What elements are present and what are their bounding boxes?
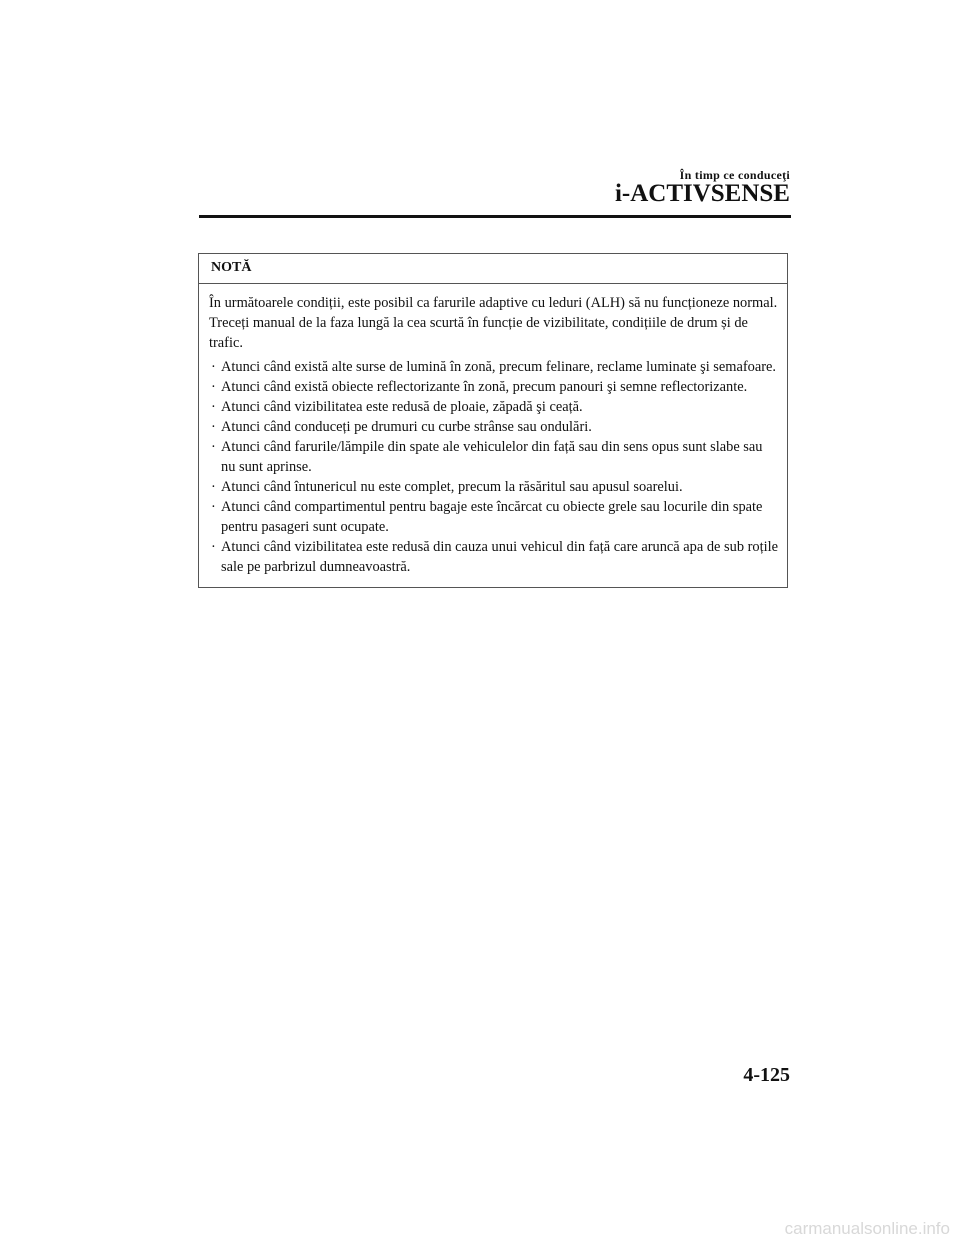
note-box [198, 253, 788, 588]
bullet-icon: · [211, 419, 216, 435]
list-item-text: Atunci când există alte surse de lumină în zonă, precum felinare, reclame luminate şi semafoare. [221, 359, 777, 375]
header-rule [199, 215, 791, 218]
note-list [209, 357, 779, 577]
section-title: i-ACTIVSENSE [614, 180, 790, 207]
list-item-text: Atunci când există obiecte reflectorizante în zonă, precum panouri şi semne reflectorizante. [221, 379, 748, 395]
list-item-text: Atunci când vizibilitatea este redusă din cauza unui vehicul din față care aruncă apa de sub roțile sale pe parbrizul dumneavoastră. [221, 539, 778, 575]
list-item [209, 537, 779, 577]
list-item [209, 357, 779, 377]
bullet-icon: · [211, 379, 216, 395]
list-item [209, 417, 779, 437]
list-item [209, 477, 779, 497]
page-number: 4-125 [743, 1064, 790, 1086]
bullet-icon: · [211, 399, 216, 415]
bullet-icon: · [211, 539, 216, 555]
note-intro: În următoarele condiții, este posibil ca farurile adaptive cu leduri (ALH) să nu funcționeze normal. Treceți manual de la faza lungă la cea scurtă în funcție de vizibilitate, condițiile de drum și de trafic. [209, 295, 778, 351]
list-item-text: Atunci când conduceți pe drumuri cu curbe strânse sau ondulări. [221, 419, 592, 435]
bullet-icon: · [211, 439, 216, 455]
list-item-text: Atunci când farurile/lămpile din spate ale vehiculelor din față sau din sens opus sunt slabe sau nu sunt aprinse. [221, 439, 763, 475]
watermark: carmanualsonline.info [784, 1219, 950, 1238]
bullet-icon: · [211, 479, 216, 495]
note-heading: NOTĂ [199, 254, 787, 284]
list-item-text: Atunci când întunericul nu este complet, precum la răsăritul sau apusul soarelui. [221, 479, 683, 495]
list-item [209, 377, 779, 397]
note-body [199, 284, 787, 587]
bullet-icon: · [211, 359, 216, 375]
list-item-text: Atunci când compartimentul pentru bagaje este încărcat cu obiecte grele sau locurile din spate pentru pasageri sunt ocupate. [221, 499, 763, 535]
section-kicker: În timp ce conduceţi [679, 168, 790, 182]
list-item [209, 397, 779, 417]
list-item [209, 497, 779, 537]
list-item [209, 437, 779, 477]
bullet-icon: · [211, 499, 216, 515]
list-item-text: Atunci când vizibilitatea este redusă de ploaie, zăpadă şi ceață. [221, 399, 583, 415]
